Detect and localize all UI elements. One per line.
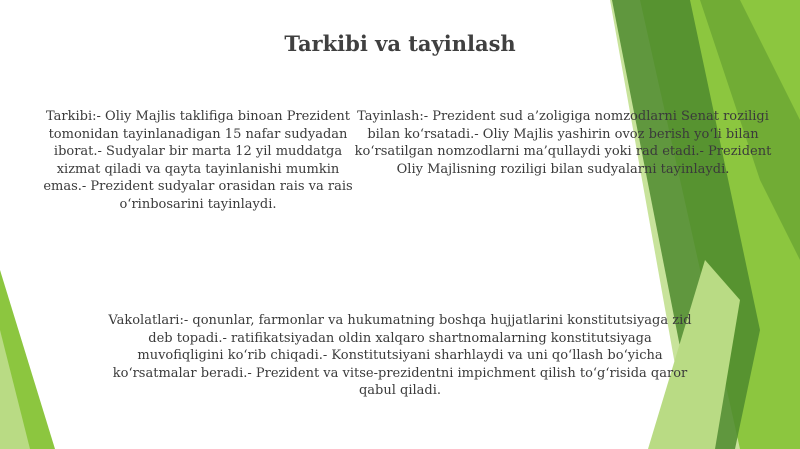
- powers-text: Vakolatlari:- qonunlar, farmonlar va hukumatning boshqa hujjatlarini konstitutsiyaga zid deb topadi.- ratifikatsiyadan oldin xalqaro shartnomalarning konstitutsiyaga muvofiqligini ko‘rib chiqadi.- Konstitutsiyani sharhlaydi va uni qo‘llash bo‘yicha ko‘rsatmalar beradi.- Prezident va vitse-prezidentni impichment qilish to‘g‘risida qaror qabul qiladi.: [108, 313, 692, 398]
- slide-title: Tarkibi va tayinlash: [284, 31, 516, 56]
- composition-text: Tarkibi:- Oliy Majlis taklifiga binoan Prezident tomonidan tayinlanadigan 15 nafar sudyadan iborat.- Sudyalar bir marta 12 yil muddatga xizmat qiladi va qayta tayinlanishi mumkin emas.- Prezident sudyalar orasidan rais va rais o‘rinbosarini tayinlaydi.: [43, 109, 353, 212]
- appointment-text: Tayinlash:- Prezident sud a’zoligiga nomzodlarni Senat roziligi bilan ko‘rsatadi.- Oliy Majlis yashirin ovoz berish yo‘li bilan ko‘rsatilgan nomzodlarni ma’qullaydi yoki rad etadi.- Prezident Oliy Majlisning roziligi bilan sudyalarni tayinlaydi.: [354, 109, 772, 177]
